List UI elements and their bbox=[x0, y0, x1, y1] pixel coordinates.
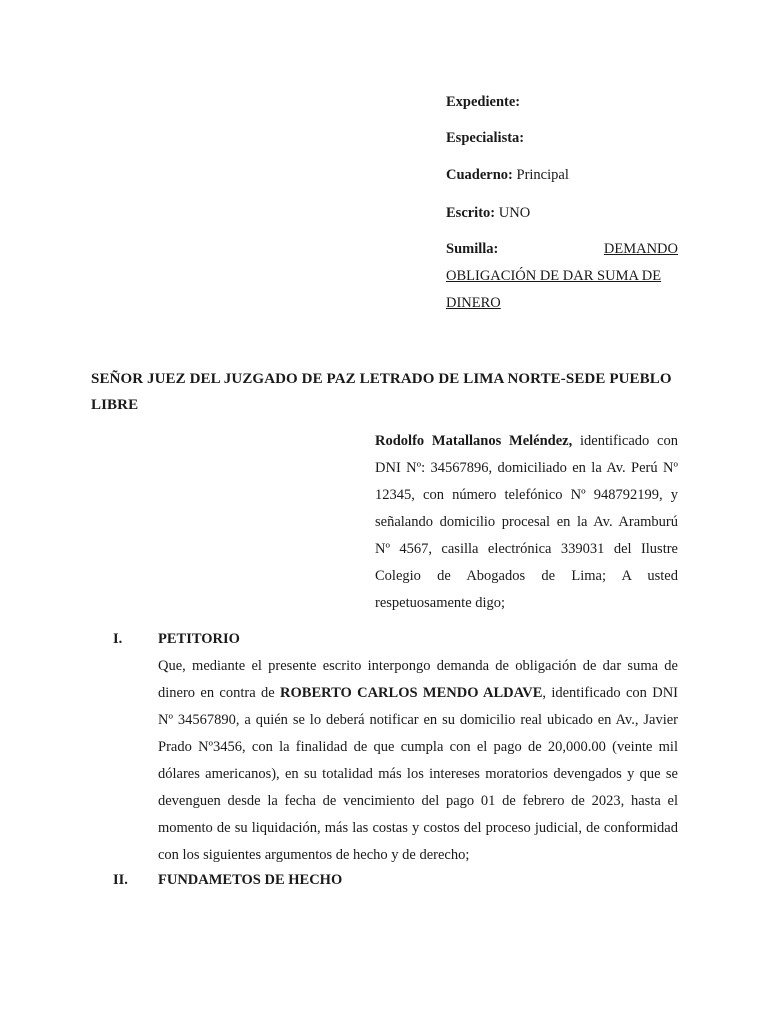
plaintiff-name: Rodolfo Matallanos Meléndez, bbox=[375, 433, 573, 449]
petitorio-text-2: , identificado con DNI Nº 34567890, a quién se lo deberá notificar en su domicilio real ubicado en Av., Javier Prado Nº3456, con la finalidad de que cumpla con el pago de 20,000.00 (veinte mil dólares americanos), en su totalidad más los intereses moratorios devengados y que se devenguen desde la fecha de vencimiento del pago 01 de febrero de 2023, hasta el momento de su liquidación, más las costas y costos del proceso judicial, de conformidad con los siguientes argumentos de hecho y de derecho; bbox=[158, 685, 678, 863]
especialista-label: Especialista: bbox=[446, 130, 525, 146]
cuaderno-line bbox=[446, 162, 678, 189]
expediente-label: Expediente: bbox=[446, 94, 521, 110]
section-2-number: II. bbox=[113, 872, 128, 888]
cuaderno-value: Principal bbox=[516, 167, 569, 183]
plaintiff-intro bbox=[375, 428, 678, 617]
escrito-value: UNO bbox=[498, 205, 531, 221]
defendant-name: ROBERTO CARLOS MENDO ALDAVE bbox=[280, 685, 543, 701]
petitorio-paragraph bbox=[158, 653, 678, 869]
sumilla-value-3: DINERO bbox=[446, 295, 501, 311]
section-2-title: FUNDAMETOS DE HECHO bbox=[158, 872, 343, 888]
sumilla-block bbox=[446, 236, 678, 317]
sumilla-label: Sumilla: bbox=[446, 241, 499, 257]
sumilla-value-1: DEMANDO bbox=[603, 241, 678, 257]
escrito-label: Escrito: bbox=[446, 205, 496, 221]
expediente-line bbox=[446, 89, 678, 116]
plaintiff-details: identificado con DNI Nº: 34567896, domiciliado en la Av. Perú Nº 12345, con número telefónico Nº 948792199, y señalando domicilio procesal en la Av. Aramburú Nº 4567, casilla electrónica 339031 del Ilustre Colegio de Abogados de Lima; A usted respetuosamente digo; bbox=[375, 433, 678, 611]
petitorio-text-1: Que, mediante el presente escrito interpongo demanda de obligación de dar suma de dinero en contra de bbox=[158, 658, 678, 701]
sumilla-value-2: OBLIGACIÓN DE DAR SUMA DE bbox=[446, 268, 662, 284]
section-1-title: PETITORIO bbox=[158, 631, 240, 647]
especialista-line bbox=[446, 125, 678, 152]
court-title: SEÑOR JUEZ DEL JUZGADO DE PAZ LETRADO DE LIMA NORTE-SEDE PUEBLO LIBRE bbox=[91, 371, 672, 413]
section-1-number: I. bbox=[113, 631, 123, 647]
escrito-line bbox=[446, 200, 678, 227]
cuaderno-label: Cuaderno: bbox=[446, 167, 513, 183]
